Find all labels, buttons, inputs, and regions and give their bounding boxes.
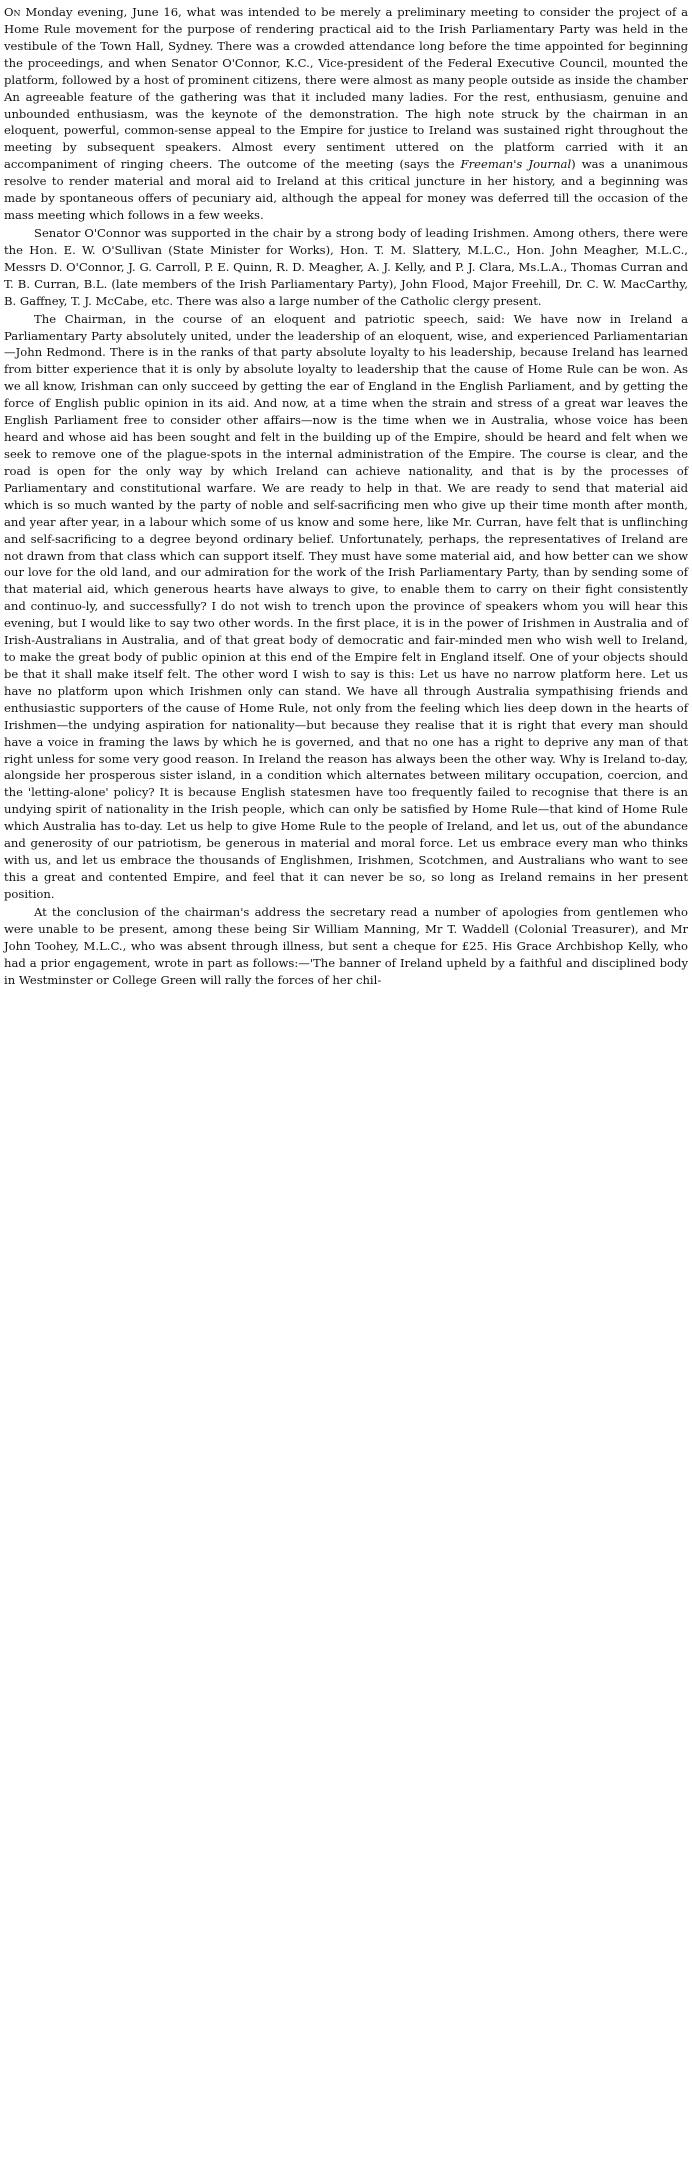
paragraph-intro: [4, 4, 688, 224]
paragraph-text: Senator O'Connor was supported in the chair by a strong body of leading Irishmen. Among others, there were the Hon. E. W. O'Sullivan (State Minister for Works), Hon. T. M. Slattery, M.L.C., Hon. John Meagher, M.L.C., Messrs D. O'Connor, J. G. Carroll, P. E. Quinn, R. D. Meagher, A. J. Kelly, and P. J. Clara, Ms.L.A., Thomas Curran and T. B. Curran, B.L. (late members of the Irish Parliamentary Party), John Flood, Major Freehill, Dr. C. W. MacCarthy, B. Gaffney, T. J. McCabe, etc. There was also a large number of the Catholic clergy present.: [4, 225, 688, 308]
paragraph-text: The Chairman, in the course of an eloquent and patriotic speech, said: We have now in Ireland a Parliamentary Party absolutely united, under the leadership of an eloquent, wise, and experienced Parliamentarian—John Redmond. There is in the ranks of that party absolute loyalty to his leadership, because Ireland has learned from bitter experience that it is only by absolute loyalty to leadership that the cause of Home Rule can be won. As we all know, Irishman can only succeed by getting the ear of England in the English Parliament, and by getting the force of English public opinion in its aid. And now, at a time when the strain and stress of a great war leaves the English Parliament free to consider other affairs—now is the time when we in Australia, whose voice has been heard and whose aid has been sought and felt in the building up of the Empire, should be heard and felt when we seek to remove one of the plague-spots in the internal administration of the Empire. The course is clear, and the road is open for the only way by which Ireland can achieve nationality, and that is by the processes of Parliamentary and constitutional warfare. We are ready to help in that. We are ready to send that material aid which is so much wanted by the party of noble and self-sacrificing men who give up their time month after month, and year after year, in a labour which some of us know and some here, like Mr. Curran, have felt that is unflinching and self-sacrificing to a degree beyond ordinary belief. Unfortunately, perhaps, the representatives of Ireland are not drawn from that class which can support itself. They must have some material aid, and how better can we show our love for the old land, and our admiration for the work of the Irish Parliamentary Party, than by sending some of that material aid, which generous hearts have always to give, to enable them to carry on their fight consistently and continuo-ly, and successfully? I do not wish to trench upon the province of speakers whom you will hear this evening, but I would like to say two other words. In the first place, it is in the power of Irishmen in Australia and of Irish-Australians in Australia, and of that great body of democratic and fair-minded men who wish well to Ireland, to make the great body of public opinion at this end of the Empire felt in England itself. One of your objects should be that it shall make itself felt. The other word I wish to say is this: Let us have no narrow platform here. Let us have no platform upon which Irishmen only can stand. We have all through Australia sympathising friends and enthusiastic supporters of the cause of Home Rule, not only from the feeling which lies deep down in the hearts of Irishmen—the undying aspiration for nationality—but because they realise that it is right that every man should have a voice in framing the laws by which he is governed, and that no one has a right to deprive any man of that right unless for some very good reason. In Ireland the reason has always been the other way. Why is Ireland to-day, alongside her prosperous sister island, in a condition which alternates between military occupation, coercion, and the 'letting-alone' policy? It is because English statesmen have too frequently failed to recognise that there is an undying spirit of nationality in the Irish people, which can only be satisfied by Home Rule—that kind of Home Rule which Australia has to-day. Let us help to give Home Rule to the people of Ireland, and let us, out of the abundance and generosity of our patriotism, be generous in material and moral force. Let us embrace every man who thinks with us, and let us embrace the thousands of Englishmen, Irishmen, Scotchmen, and Australians who want to see this a great and contented Empire, and feel that it can never be so, so long as Ireland remains in her present position.: [4, 311, 688, 901]
paragraph-text: At the conclusion of the chairman's address the secretary read a number of apologies from gentlemen who were unable to be present, among these being Sir William Manning, Mr T. Waddell (Colonial Treasurer), and Mr John Toohey, M.L.C., who was absent through illness, but sent a cheque for £25. His Grace Archbishop Kelly, who had a prior engagement, wrote in part as follows:—'The banner of Ireland upheld by a faithful and disciplined body in Westminster or College Green will rally the forces of her chil-: [4, 904, 688, 987]
paragraph-text: Monday evening, June 16, what was intended to be merely a preliminary meeting to consider the project of a Home Rule movement for the purpose of rendering practical aid to the Irish Parliamentary Party was held in the vestibule of the Town Hall, Sydney. There was a crowded attendance long before the time appointed for beginning the proceedings, and when Senator O'Connor, K.C., Vice-president of the Federal Executive Council, mounted the platform, followed by a host of prominent citizens, there were almost as many people outside as inside the chamber An agreeable feature of the gathering was that it included many ladies. For the rest, enthusiasm, genuine and unbounded enthusiasm, was the keynote of the demonstration. The high note struck by the chairman in an eloquent, powerful, common-sense appeal to the Empire for justice to Ireland was sustained right throughout the meeting by subsequent speakers. Almost every sentiment uttered on the platform carried with it an accompaniment of ringing cheers. The outcome of the meeting (says the: [4, 5, 688, 172]
journal-title: Freeman's Journal: [460, 157, 572, 172]
paragraph-chairman-speech: [4, 311, 688, 903]
lead-in-word: On: [4, 5, 21, 19]
paragraph-attendees: [4, 225, 688, 310]
paragraph-text: ) was a unanimous resolve to render material and moral aid to Ireland at this critical juncture in her history, and a beginning was made by spontaneous offers of pecuniary aid, although the appeal for money was deferred till the occasion of the mass meeting which follows in a few weeks.: [4, 157, 688, 223]
paragraph-apologies: [4, 904, 688, 989]
